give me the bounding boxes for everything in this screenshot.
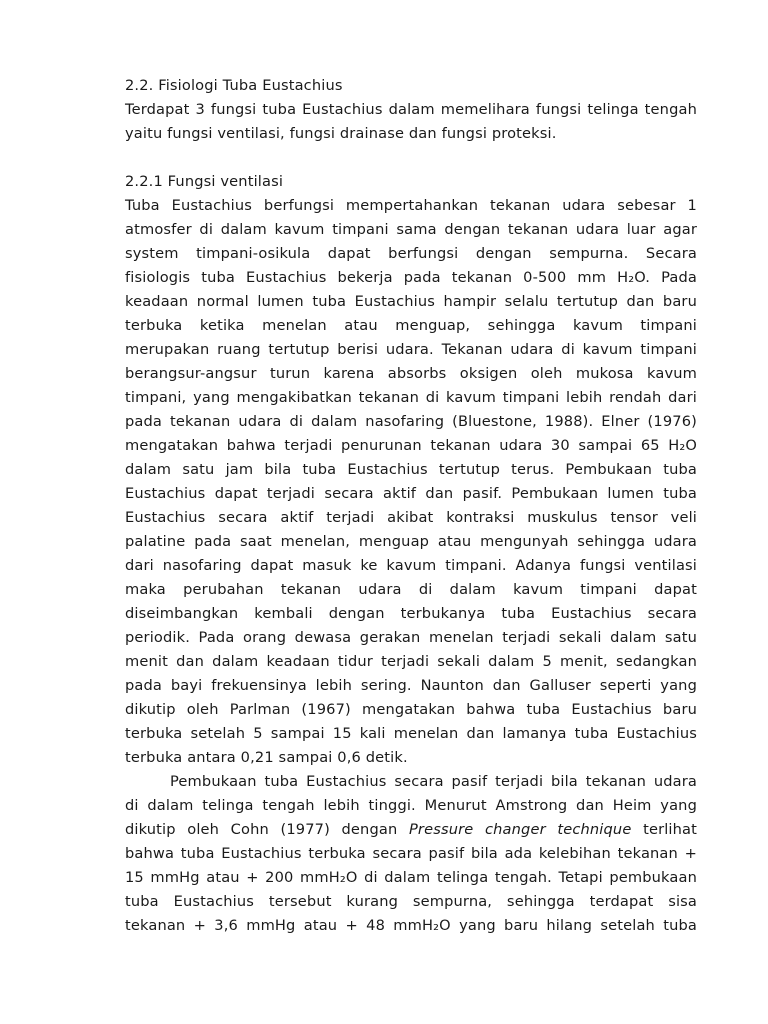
- text-line: fisiologis tuba Eustachius bekerja pada tekanan 0-500 mm H₂O. Pada: [125, 269, 697, 286]
- text-line: timpani, yang mengakibatkan tekanan di kavum timpani lebih rendah dari: [125, 389, 697, 406]
- text-line: pada bayi frekuensinya lebih sering. Naunton dan Galluser seperti yang: [125, 677, 697, 694]
- text-line: di dalam telinga tengah lebih tinggi. Menurut Amstrong dan Heim yang: [125, 797, 697, 814]
- text-line: maka perubahan tekanan udara di dalam kavum timpani dapat: [125, 581, 697, 598]
- text-line: mengatakan bahwa terjadi penurunan tekanan udara 30 sampai 65 H₂O: [125, 437, 697, 454]
- text-line: Tuba Eustachius berfungsi mempertahankan tekanan udara sebesar 1: [125, 197, 697, 214]
- intro-line: yaitu fungsi ventilasi, fungsi drainase dan fungsi proteksi.: [125, 125, 557, 142]
- text-line: system timpani-osikula dapat berfungsi dengan sempurna. Secara: [125, 245, 697, 262]
- text-line: Eustachius dapat terjadi secara aktif dan pasif. Pembukaan lumen tuba: [125, 485, 697, 502]
- section-heading: 2.2. Fisiologi Tuba Eustachius: [125, 77, 343, 94]
- text-line: 15 mmHg atau + 200 mmH₂O di dalam telinga tengah. Tetapi pembukaan: [125, 869, 697, 886]
- text-line-with-italic: [125, 821, 697, 839]
- text-line: terbuka antara 0,21 sampai 0,6 detik.: [125, 749, 408, 766]
- intro-line: Terdapat 3 fungsi tuba Eustachius dalam memelihara fungsi telinga tengah: [125, 101, 697, 118]
- text-line: keadaan normal lumen tuba Eustachius hampir selalu tertutup dan baru: [125, 293, 697, 310]
- text-run: dikutip oleh Cohn (1977) dengan: [125, 821, 409, 838]
- text-line: dikutip oleh Parlman (1967) mengatakan bahwa tuba Eustachius baru: [125, 701, 697, 718]
- subsection-heading: 2.2.1 Fungsi ventilasi: [125, 173, 284, 190]
- text-line: terbuka ketika menelan atau menguap, sehingga kavum timpani: [125, 317, 697, 334]
- text-line: Eustachius secara aktif terjadi akibat kontraksi muskulus tensor veli: [125, 509, 697, 526]
- text-line: Pembukaan tuba Eustachius secara pasif terjadi bila tekanan udara: [170, 773, 697, 790]
- text-line: tuba Eustachius tersebut kurang sempurna, sehingga terdapat sisa: [125, 893, 697, 910]
- italic-term: Pressure changer technique: [408, 821, 632, 838]
- text-line: dari nasofaring dapat masuk ke kavum timpani. Adanya fungsi ventilasi: [125, 557, 697, 574]
- text-line: merupakan ruang tertutup berisi udara. Tekanan udara di kavum timpani: [125, 341, 697, 358]
- text-line: bahwa tuba Eustachius terbuka secara pasif bila ada kelebihan tekanan +: [125, 845, 697, 862]
- text-line: dalam satu jam bila tuba Eustachius tertutup terus. Pembukaan tuba: [125, 461, 697, 478]
- text-line: atmosfer di dalam kavum timpani sama dengan tekanan udara luar agar: [125, 221, 697, 238]
- text-line: palatine pada saat menelan, menguap atau mengunyah sehingga udara: [125, 533, 697, 550]
- text-line: menit dan dalam keadaan tidur terjadi sekali dalam 5 menit, sedangkan: [125, 653, 697, 670]
- text-line: terbuka setelah 5 sampai 15 kali menelan dan lamanya tuba Eustachius: [125, 725, 697, 742]
- text-line: tekanan + 3,6 mmHg atau + 48 mmH₂O yang baru hilang setelah tuba: [125, 917, 697, 934]
- text-line: periodik. Pada orang dewasa gerakan menelan terjadi sekali dalam satu: [125, 629, 697, 646]
- text-run: terlihat: [631, 821, 697, 838]
- text-line: berangsur-angsur turun karena absorbs oksigen oleh mukosa kavum: [125, 365, 697, 382]
- text-line: pada tekanan udara di dalam nasofaring (Bluestone, 1988). Elner (1976): [125, 413, 697, 430]
- text-line: diseimbangkan kembali dengan terbukanya tuba Eustachius secara: [125, 605, 697, 622]
